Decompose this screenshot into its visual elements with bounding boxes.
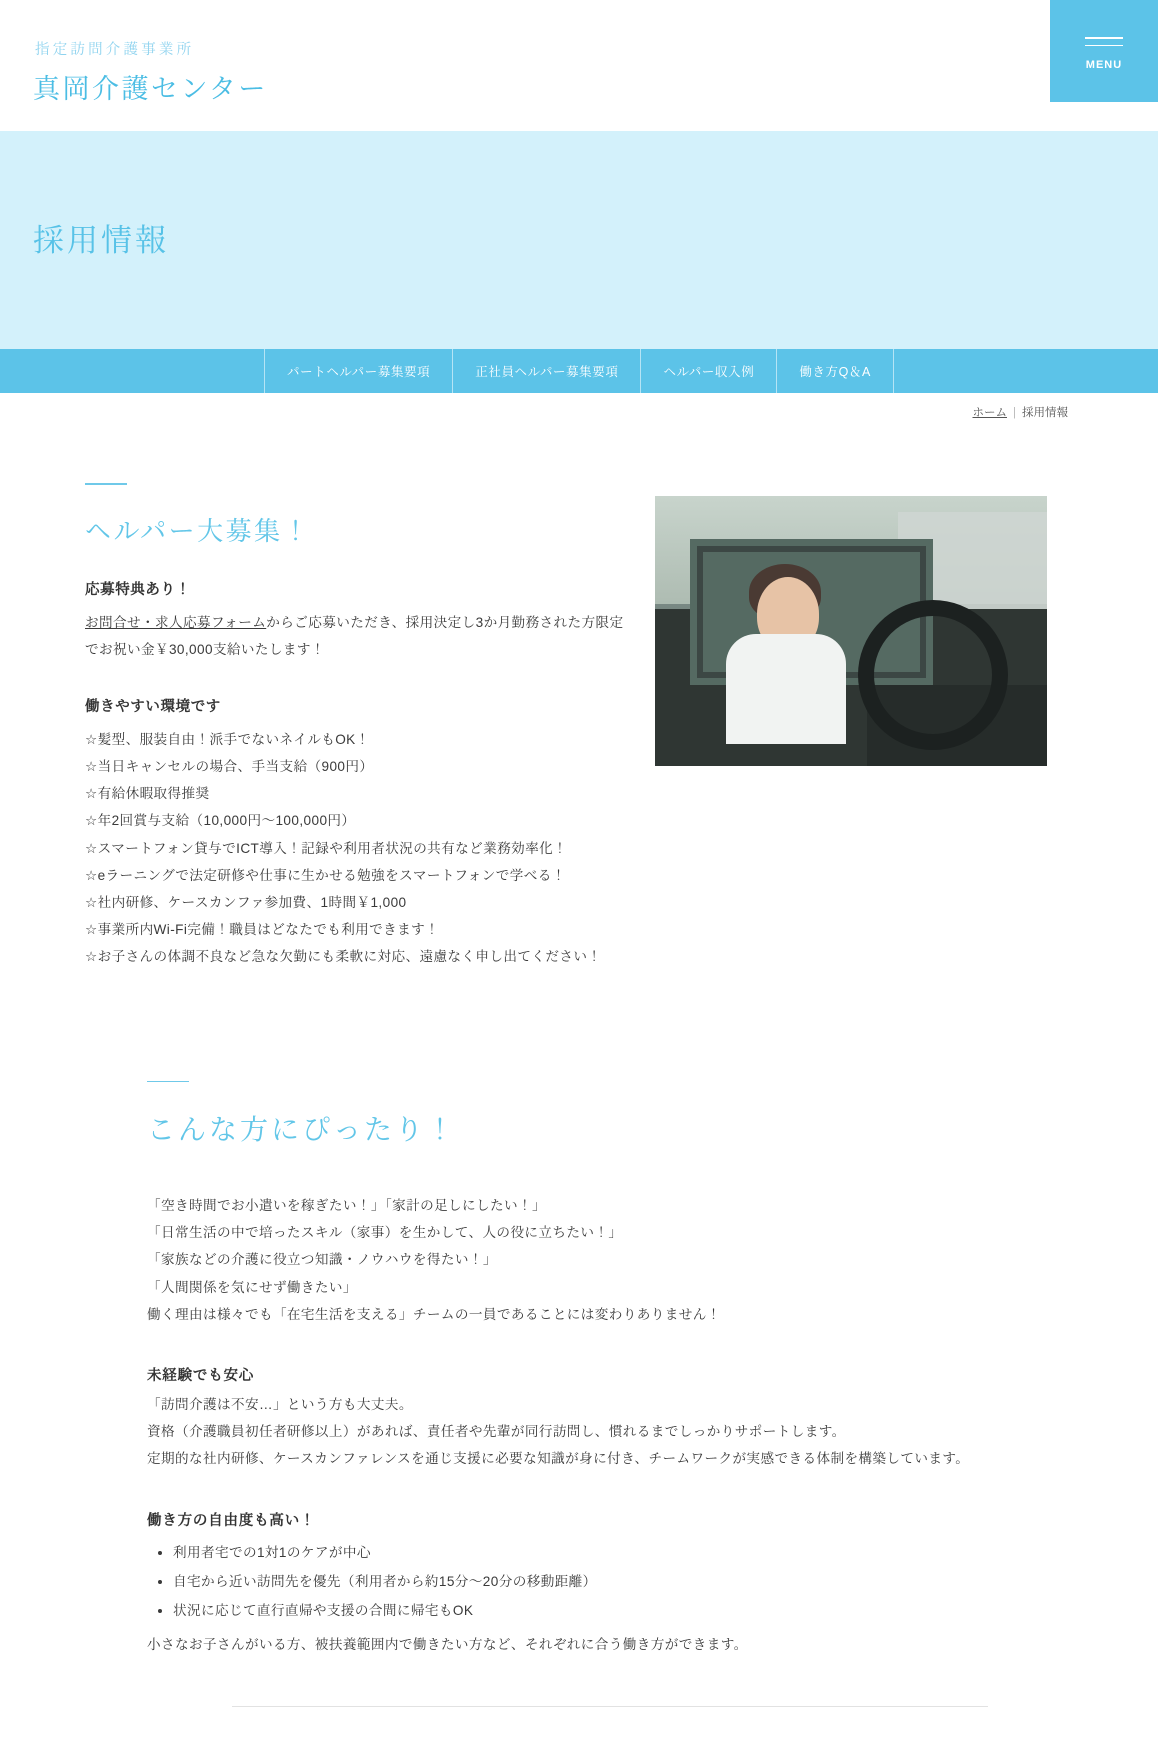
subnav-item-work-qa[interactable]: 働き方Q＆A [777, 349, 894, 393]
site-header [0, 0, 1158, 131]
environment-heading: 働きやすい環境です [85, 698, 221, 715]
site-brand[interactable] [33, 38, 268, 106]
main-content [0, 483, 1158, 1747]
section-recruit [0, 483, 1158, 971]
page-hero [0, 131, 1158, 349]
bonus-body [85, 609, 645, 663]
hamburger-icon [1085, 31, 1123, 52]
fit-quote: 「家族などの介護に役立つ知識・ノウハウを得たい！」 [147, 1252, 497, 1268]
inexperienced-body [147, 1391, 1073, 1473]
inexperienced-line: 定期的な社内研修、ケースカンファレンスを通じ支援に必要な知識が身に付き、チームワークが実感できる体制を構築しています。 [147, 1451, 970, 1467]
menu-button-label: MENU [1085, 59, 1123, 71]
section-fit-title: こんな方にぴったり！ [147, 1114, 458, 1146]
environment-item: ☆社内研修、ケースカンファ参加費、1時間￥1,000 [85, 895, 407, 910]
freedom-heading: 働き方の自由度も高い！ [147, 1512, 316, 1529]
breadcrumb-home[interactable]: ホーム [972, 407, 1007, 419]
bonus-text-line1: からご応募いただき、採用決定し3か月勤務された方限定 [266, 614, 624, 630]
brand-title: 真岡介護センター [33, 74, 268, 104]
fit-quote: 働く理由は様々でも「在宅生活を支える」チームの一員であることには変わりありません！ [147, 1306, 721, 1322]
application-form-link[interactable]: お問合せ・求人応募フォーム [85, 614, 267, 630]
brand-subtitle: 指定訪問介護事業所 [35, 42, 195, 58]
environment-item: ☆お子さんの体調不良など急な欠勤にも柔軟に対応、遠慮なく申し出てください！ [85, 949, 602, 965]
list-item: • 自宅から近い訪問先を優先（利用者から約15分〜20分の移動距離） [173, 1567, 1073, 1596]
bonus-text-line2: でお祝い金￥30,000支給いたします！ [85, 641, 325, 657]
subnav-item-part-helper[interactable]: パートヘルパー募集要項 [264, 349, 453, 393]
freedom-note: 小さなお子さんがいる方、被扶養範囲内で働きたい方など、それぞれに合う働き方ができます。 [147, 1637, 748, 1653]
subnav-item-fulltime-helper[interactable]: 正社員ヘルパー募集要項 [453, 349, 641, 393]
environment-item: ☆スマートフォン貸与でICT導入！記録や利用者状況の共有など業務効率化！ [85, 840, 568, 856]
section-rule [147, 1081, 189, 1083]
bonus-heading: 応募特典あり！ [85, 581, 191, 598]
fit-quote: 「人間関係を気にせず働きたい」 [147, 1279, 357, 1295]
environment-item: ☆年2回賞与支給（10,000円〜100,000円） [85, 813, 356, 829]
environment-item: ☆髪型、服装自由！派手でないネイルもOK！ [85, 731, 370, 747]
section-recruit-text [85, 483, 645, 971]
environment-item: ☆eラーニングで法定研修や仕事に生かせる勉強をスマートフォンで学べる！ [85, 867, 566, 883]
subnav-item-income-example[interactable]: ヘルパー収入例 [641, 349, 777, 393]
menu-button[interactable] [1050, 0, 1158, 102]
inexperienced-heading: 未経験でも安心 [147, 1368, 255, 1384]
fit-quote: 「日常生活の中で培ったスキル（家事）を生かして、人の役に立ちたい！」 [147, 1225, 623, 1241]
section-fit [0, 1081, 1158, 1708]
list-item: • 状況に応じて直行直帰や支援の合間に帰宅もOK [173, 1596, 1073, 1625]
list-item: • 利用者宅での1対1のケアが中心 [173, 1538, 1073, 1567]
fit-quotes [147, 1192, 1073, 1328]
inexperienced-line: 「訪問介護は不安…」という方も大丈夫。 [147, 1397, 413, 1412]
environment-item: ☆事業所内Wi-Fi完備！職員はどなたでも利用できます！ [85, 922, 440, 938]
breadcrumb [0, 393, 1158, 420]
breadcrumb-separator: | [1013, 407, 1016, 419]
breadcrumb-current: 採用情報 [1022, 407, 1068, 419]
section-recruit-title: ヘルパー大募集！ [85, 515, 312, 546]
environment-item: ☆当日キャンセルの場合、手当支給（900円） [85, 759, 374, 775]
environment-list [85, 726, 645, 971]
freedom-list [147, 1538, 1073, 1626]
section-recruit-media [655, 483, 1047, 766]
sub-navigation [0, 349, 1158, 393]
section-rule [85, 483, 127, 485]
content-divider [232, 1706, 988, 1707]
environment-item: ☆有給休暇取得推奨 [85, 786, 210, 802]
inexperienced-line: 資格（介護職員初任者研修以上）があれば、責任者や先輩が同行訪問し、慣れるまでしっかりサポートします。 [147, 1424, 846, 1440]
section-fit-body [85, 1192, 1073, 1658]
fit-quote: 「空き時間でお小遣いを稼ぎたい！」「家計の足しにしたい！」 [147, 1198, 547, 1214]
page-title: 採用情報 [33, 223, 169, 258]
staff-driving-photo [655, 496, 1047, 766]
